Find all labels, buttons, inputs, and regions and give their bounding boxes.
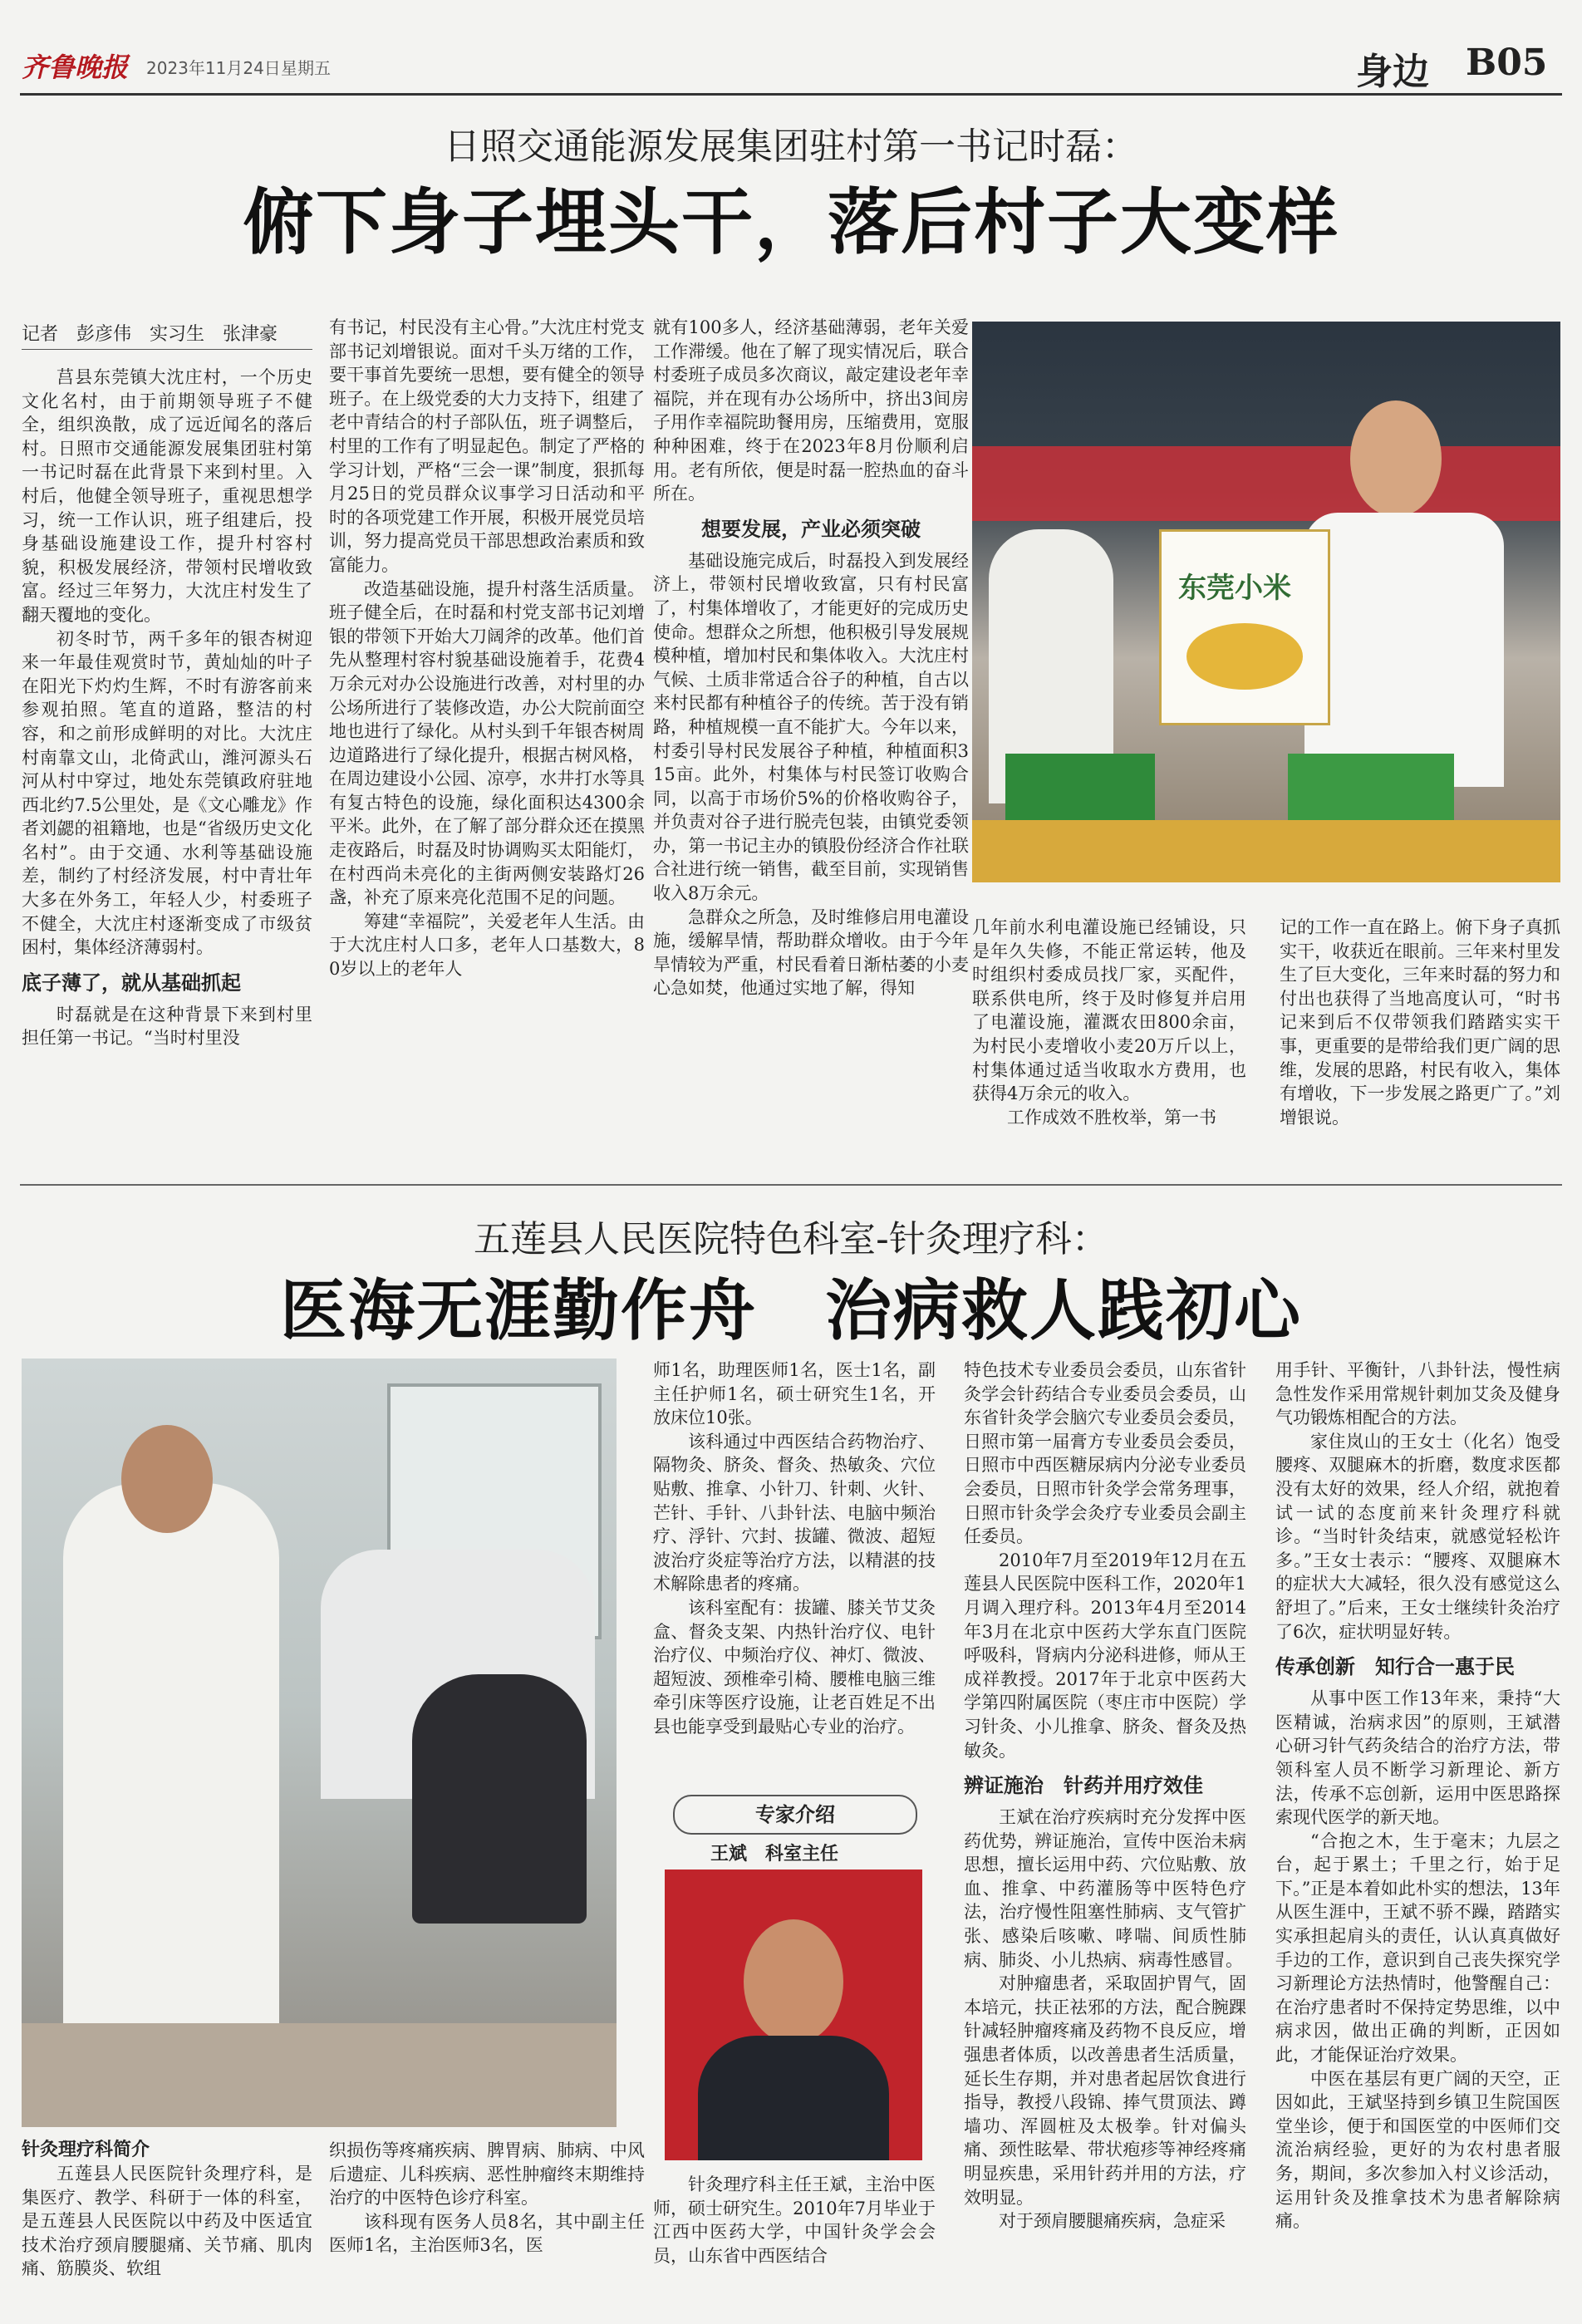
paragraph: 就有100多人，经济基础薄弱，老年关爱工作滞缓。他在了解了现实情况后，联合村委班子成员多次商议，敲定建设老年幸福院，并在现有办公场所中，挤出3间房子用作幸福院助餐用房，压缩费用，宽服种种困难，终于在2023年8月份顺利启用。老有所依，便是时磊一腔热血的奋斗所在。 xyxy=(653,317,969,504)
section-name: 身边 xyxy=(1356,51,1429,93)
paragraph: 2010年7月至2019年12月在五莲县人民医院中医科工作，2020年1月调入理疗科。2013年4月至2014年3月在北京中医药大学东直门医院呼吸科，肾病内分泌科进修，师从王成祥教授。2017年于北京中医药大学第四附属医院（枣庄市中医院）学习针灸、小儿推拿、脐灸、督灸及热敏灸。 xyxy=(964,1550,1246,1761)
table-top xyxy=(972,820,1560,882)
paragraph: 莒县东莞镇大沈庄村，一个历史文化名村，由于前期领导班子不健全，组织涣散，成了远近闻名的落后村。日照市交通能源发展集团驻村第一书记时磊在此背景下来到村里。入村后，他健全领导班子，重视思想学习，统一工作认识，班子组建后，投身基础设施建设工作，提升村容村貌，积极发展经济，带领村民增收致富。经过三年努力，大沈庄村发生了翻天覆地的变化。 xyxy=(22,367,312,625)
paragraph: 初冬时节，两千多年的银杏树迎来一年最佳观赏时节，黄灿灿的叶子在阳光下灼灼生辉，不时有游客前来参观拍照。笔直的道路，整洁的村容，和之前形成鲜明的对比。大沈庄村南靠文山，北倚武山，潍河源头石河从村中穿过，地处东莞镇政府驻地西北约7.5公里处，是《文心雕龙》作者刘勰的祖籍地，也是“省级历史文化名村”。由于交通、水利等基础设施差，制约了村经济发展，村中青壮年大多在外务工，年轻人少，村委班子不健全，大沈庄村逐渐变成了市级贫困村，集体经济薄弱村。 xyxy=(22,628,312,958)
paragraph: 王斌在治疗疾病时充分发挥中医药优势，辨证施治，宣传中医治未病思想，擅长运用中药、穴位贴敷、放血、推拿、中药灌肠等中医特色疗法，治疗慢性阻塞性肺病、支气管扩张、感染后咳嗽、哮喘、间质性肺病、肺炎、小儿热病、病毒性感冒。 xyxy=(964,1807,1246,1970)
story1-kicker: 日照交通能源发展集团驻村第一书记时磊： xyxy=(444,125,1138,168)
paragraph: 对肿瘤患者，采取固护胃气，固本培元，扶正祛邪的方法，配合腕踝针减轻肿瘤疼痛及药物不良反应，增强患者体质，以改善患者生活质量，延长生存期，并对患者起居饮食进行指导，教授八段锦、捧气贯顶法、蹲墙功、浑圆桩及太极拳。针对偏头痛、颈性眩晕、带状疱疹等神经疼痛明显疾患，采用针药并用的方法，疗效明显。 xyxy=(964,1973,1246,2208)
paragraph: 针灸理疗科主任王斌，主治中医师，硕士研究生。2010年7月毕业于江西中医药大学，中国针灸学会会员，山东省中西医结合 xyxy=(653,2174,936,2266)
story1-col4 xyxy=(972,916,1246,1173)
paragraph: 从事中医工作13年来，秉持“大医精诚，治病求因”的原则，王斌潜心研习针气药灸结合的治疗方法，带领科室人员不断学习新理论、新方法，传承不忘创新，运用中医思路探索现代医学的新天地。 xyxy=(1275,1688,1560,1828)
paragraph: 该科现有医务人员8名，其中副主任医师1名，主治医师3名，医 xyxy=(329,2211,645,2256)
story2-colE xyxy=(1275,1359,1560,2314)
paragraph: 筹建“幸福院”，关爱老年人生活。由于大沈庄村人口多，老年人口基数大，80岁以上的老年人 xyxy=(329,911,645,980)
paragraph: 特色技术专业委员会委员，山东省针灸学会针药结合专业委员会委员，山东省针灸学会脑穴专业委员会委员，日照市第一届膏方专业委员会委员，日照市中西医糖尿病内分泌专业委员会委员，日照市针灸学会常务理事，日照市针灸学会灸疗专业委员会副主任委员。 xyxy=(964,1360,1246,1547)
story2-colC xyxy=(653,1359,936,1791)
page-number: B05 xyxy=(1466,42,1548,84)
story2-kicker: 五莲县人民医院特色科室-针灸理疗科： xyxy=(474,1218,1108,1260)
person-head xyxy=(1350,400,1442,517)
paragraph: 织损伤等疼痛疾病、脾胃病、肺病、中风后遗症、儿科疾病、恶性肿瘤终末期维持治疗的中医特色诊疗科室。 xyxy=(329,2140,645,2209)
story2-photo xyxy=(22,1359,617,2127)
story-divider xyxy=(20,1184,1562,1186)
story1-headline: 俯下身子埋头干，落后村子大变样 xyxy=(243,180,1339,264)
paragraph: 基础设施完成后，时磊投入到发展经济上，带领村民增收致富，只有村民富了，村集体增收了，才能更好的完成历史使命。想群众之所想，他积极引导发展规模种植，增加村民和集体收入。大沈庄村气候、土质非常适合谷子的种植，自古以来村民都有种植谷子的传统。苦于没有销路，种植规模一直不能扩大。今年以来，村委引导村民发展谷子种植，种植面积315亩。此外，村集体与村民签订收购合同，以高于市场价5%的价格收购谷子，并负责对谷子进行脱壳包装，由镇党委领办，第一书记主办的镇股份经济合作社联合社进行统一销售，截至目前，实现销售收入8万余元。 xyxy=(653,550,969,904)
story1-col5 xyxy=(1280,916,1560,1173)
doctor-head xyxy=(121,1425,213,1533)
booth-banner xyxy=(972,446,1560,521)
paragraph: 有书记，村民没有主心骨。”大沈庄村党支部书记刘增银说。面对千头万绪的工作，要干事首先要统一思想，要有健全的领导班子。在上级党委的大力支持下，组建了老中青结合的村子部队伍，班子调整后，村里的工作有了明显起色。制定了严格的学习计划，严格“三会一课”制度，狠抓每月25日的党员群众议事学习日活动和平时的各项党建工作开展，积极开展党员培训，努力提高党员干部思想政治素质和致富能力。 xyxy=(329,317,645,575)
paragraph: 用手针、平衡针，八卦针法，慢性病急性发作采用常规针刺加艾灸及健身气功锻炼相配合的方法。 xyxy=(1275,1360,1560,1428)
paragraph: 对于颈肩腰腿痛疾病，急症采 xyxy=(999,2211,1226,2232)
expert-label: 专家介绍 xyxy=(755,1803,835,1826)
subhead: 想要发展，产业必须突破 xyxy=(701,517,921,541)
masthead: 齐鲁晚报 xyxy=(22,52,129,83)
paragraph: 时磊就是在这种背景下来到村里担任第一书记。“当时村里没 xyxy=(22,1004,312,1049)
paragraph: 中医在基层有更广阔的天空，正因如此，王斌坚持到乡镇卫生院国医堂坐诊，便于和国医堂的中医师们交流治病经验，更好的为农村患者服务，期间，多次参加入村义诊活动，运用针灸及推拿技术为患者解除病痛。 xyxy=(1275,2068,1560,2232)
paragraph: 几年前水利电灌设施已经铺设，只是年久失修，不能正常运转，他及时组织村委成员找厂家，买配件，联系供电所，终于及时修复并启用了电灌设施，灌溉农田800余亩，为村民小麦增收小麦20万斤以上，村集体通过适当收取水方费用，也获得4万余元的收入。 xyxy=(972,917,1246,1104)
expert-label-badge xyxy=(673,1795,917,1835)
expert-bio xyxy=(653,2173,936,2314)
paragraph: 急群众之所急，及时维修启用电灌设施，缓解旱情，帮助群众增收。由于今年旱情较为严重，村民看着日渐枯萎的小麦心急如焚，他通过实地了解，得知 xyxy=(653,907,969,999)
paragraph: 记的工作一直在路上。俯下身子真抓实干，收获近在眼前。三年来村里发生了巨大变化，三年来时磊的努力和付出也获得了当地高度认可，“时书记来到后不仅带领我们踏踏实实干事，更重要的是带给我们更广阔的思维，发展的思路，村民有收入，集体有增收，下一步发展之路更广了。”刘增银说。 xyxy=(1280,917,1560,1128)
expert-portrait xyxy=(665,1870,922,2160)
expert-name: 王斌 科室主任 xyxy=(710,1844,839,1865)
story2-caption-label: 针灸理疗科简介 xyxy=(22,2140,150,2160)
paragraph: 工作成效不胜枚举，第一书 xyxy=(1007,1107,1216,1128)
product-box-label: 东莞小米 xyxy=(1178,572,1291,605)
paragraph: 该科室配有：拔罐、膝关节艾灸盒、督灸支架、内热针治疗仪、电针治疗仪、中频治疗仪、神灯、微波、超短波、颈椎牵引椅、腰椎电脑三维牵引床等医疗设施，让老百姓足不出县也能享受到最贴心专业的治疗。 xyxy=(653,1597,936,1737)
byline-rule xyxy=(22,349,312,350)
issue-date: 2023年11月24日 xyxy=(146,58,281,78)
person-shirt xyxy=(1304,513,1504,787)
floor xyxy=(22,2023,617,2127)
subhead: 传承创新 知行合一惠于民 xyxy=(1275,1655,1515,1679)
portrait-head xyxy=(744,1919,843,2044)
paragraph: 五莲县人民医院针灸理疗科，是集医疗、教学、科研于一体的科室，是五莲县人民医院以中药及中医适宜技术治疗颈肩腰腿痛、关节痛、肌肉痛、筋膜炎、软组 xyxy=(22,2164,312,2279)
story2-colB xyxy=(329,2139,645,2309)
millet-image xyxy=(1186,623,1303,690)
story1-byline: 记者 彭彦伟 实习生 张津豪 xyxy=(22,324,278,345)
paragraph: 该科通过中西医结合药物治疗、隔物灸、脐灸、督灸、热敏灸、穴位贴敷、推拿、小针刀、针刺、火针、芒针、手针、八卦针法、电脑中频治疗、浮针、穴封、拔罐、微波、超短波治疗炎症等治疗方法，以精湛的技术解除患者的疼痛。 xyxy=(653,1431,936,1594)
subhead: 底子薄了，就从基础抓起 xyxy=(22,970,241,995)
paragraph: 改造基础设施，提升村落生活质量。班子健全后，在时磊和村党支部书记刘增银的带领下开始大刀阔斧的改革。他们首先从整理村容村貌基础设施着手，花费4万余元对办公设施进行改善，对村里的办公场所进行了装修改造，办公大院前面空地也进行了绿化。从村头到千年银杏树周边道路进行了绿化提升，根据古树风格，在周边建设小公园、凉亭，水井打水等具有复古特色的设施，绿化面积达4300余平米。此外，在了解了部分群众还在摸黑走夜路后，时磊及时协调购买太阳能灯，在村西尚未亮化的主街两侧安装路灯26盏，补充了原来亮化范围不足的问题。 xyxy=(329,578,645,908)
seated-man xyxy=(412,1674,587,1924)
paragraph: 家住岚山的王女士（化名）饱受腰疼、双腿麻木的折磨，数度求医都没有太好的效果，经人介绍，就抱着试一试的态度前来针灸理疗科就诊。“当时针灸结束，就感觉轻松许多。”王女士表示：“腰疼、双腿麻木的症状大大减轻，很久没有感觉这么舒坦了。”后来，王女士继续针灸治疗了6次，症状明显好转。 xyxy=(1275,1431,1560,1642)
header-rule xyxy=(20,93,1562,96)
subhead: 辨证施治 针药并用疗效佳 xyxy=(964,1774,1203,1798)
story2-colA xyxy=(22,2162,312,2312)
story2-headline: 医海无涯勤作舟 治病救人践初心 xyxy=(280,1271,1302,1349)
paragraph: “合抱之木，生于毫末；九层之台，起于累土；千里之行，始于足下。”正是本着如此朴实的想法，13年从医生涯中，王斌不骄不躁，踏踏实实承担起肩头的责任，认认真真做好手边的工作，意识到自己丧失探究学习新理论方法热情时，他警醒自己：在治疗患者时不保持定势思维，以中病求因，做出正确的判断，正因如此，才能保证治疗效果。 xyxy=(1275,1830,1560,2066)
story2-colD xyxy=(964,1359,1246,2314)
portrait-suit xyxy=(698,2036,889,2160)
product-box xyxy=(1159,529,1330,725)
paragraph: 师1名，助理医师1名，医士1名，副主任护师1名，硕士研究生1名，开放床位10张。 xyxy=(653,1360,936,1428)
story1-photo xyxy=(972,322,1560,882)
issue-weekday: 星期五 xyxy=(281,58,331,78)
